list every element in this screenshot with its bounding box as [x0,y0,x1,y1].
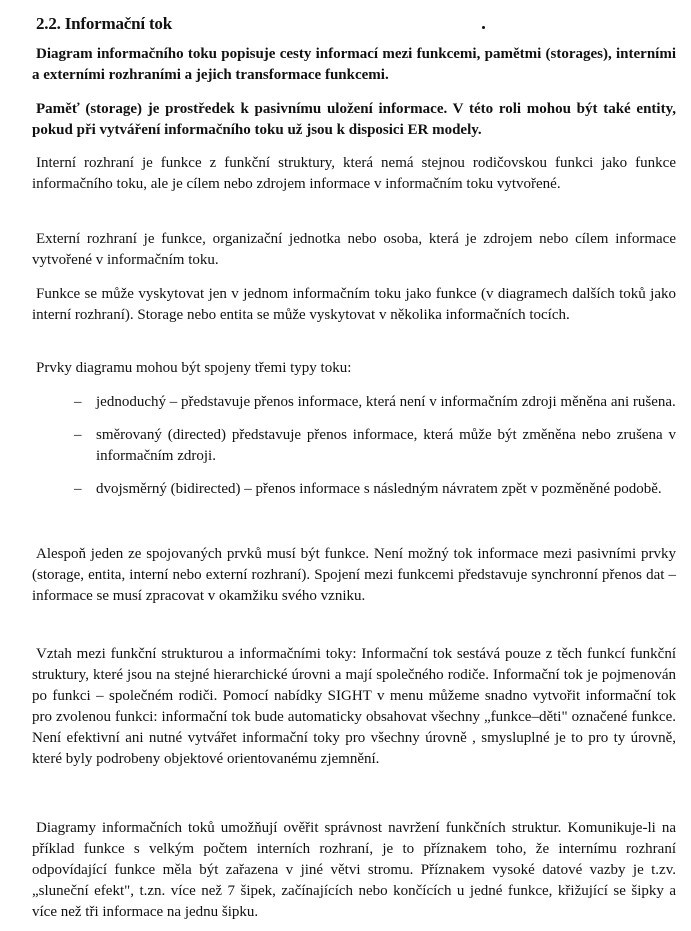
paragraph-internal-interface: Interní rozhraní je funkce z funkční struktury, která nemá stejnou rodičovskou funkci jako funkce informačního toku, ale je cílem nebo zdrojem informace v informačním toku vytvořené. [32,155,676,192]
paragraph-external-interface: Externí rozhraní je funkce, organizační jednotka nebo osoba, která je zdrojem nebo cílem informace vytvořené v informačním toku. [32,231,676,268]
list-dash: – [74,427,82,443]
list-dash: – [74,394,82,410]
ink-speck [482,26,485,29]
list-item-text: směrovaný (directed) představuje přenos informace, která může být změněna nebo zrušena v informačním zdroji. [96,427,676,464]
list-item [74,392,676,413]
paragraph-flow-types-intro: Prvky diagramu mohou být spojeny třemi typy toku: [36,360,352,376]
section-heading: 2.2. Informační tok [36,14,172,33]
paragraph-function-requirement: Alespoň jeden ze spojovaných prvků musí být funkce. Není možný tok informace mezi pasivními prvky (storage, entita, interní nebo externí rozhraní). Spojení mezi funkcemi představuje synchronní přenos dat – informace se musí zpracovat v okamžiku svého vzniku. [32,546,676,604]
list-item-text: dvojsměrný (bidirected) – přenos informace s následným návratem zpět v pozměněné podobě. [96,481,662,497]
paragraph-function-occurrence: Funkce se může vyskytovat jen v jednom informačním toku jako funkce (v diagramech dalších toků jako interní rozhraní). Storage nebo entita se může vyskytovat v několika informačních tocích. [32,286,676,323]
paragraph-storage: Paměť (storage) je prostředek k pasivnímu uložení informace. V této roli mohou být také entity, pokud při vytváření informačního toku už jsou k disposici ER modely. [32,101,676,138]
list-dash: – [74,481,82,497]
list-item-text: jednoduchý – představuje přenos informace, která není v informačním zdroji měněna ani rušena. [96,394,676,410]
flow-types-list [74,392,676,512]
paragraph-dataflow-definition: Diagram informačního toku popisuje cesty informací mezi funkcemi, pamětmi (storages), interními a externími rozhraními a jejich transformace funkcemi. [32,46,676,83]
list-item [74,479,676,500]
paragraph-structure-relation: Vztah mezi funkční strukturou a informačními toky: Informační tok sestává pouze z těch funkcí funkční struktury, které jsou na stejné hierarchické úrovni a mají společného rodiče. Informační tok je pojmenován po funkci – společném rodiči. Pomocí nabídky SIGHT v menu můžeme snadno vytvořit informační tok pro zvolenou funkci: informační tok bude automaticky obsahovat všechny „funkce–děti" označené funkce. Není efektivní ani nutné vytvářet informační toky pro všechny úrovně , smysluplné je to pro ty úrovně, které byly podrobeny objektové orientovanému zjemnění. [32,646,676,767]
paragraph-verification: Diagramy informačních toků umožňují ověřit správnost navržení funkčních struktur. Komunikuje-li na příklad funkce s velkým počtem interních rozhraní, je to příznakem toho, že internímu rozhraní odpovídající funkce měla být zařazena v jiné větvi stromu. Příznakem vysoké datové vazby je t.zv. „sluneční efekt", t.zn. více než 7 šipek, začínajících nebo končících u jedné funkce, křižující se šipky a více než tři informace na jednu šipku. [32,820,676,920]
list-item [74,425,676,467]
